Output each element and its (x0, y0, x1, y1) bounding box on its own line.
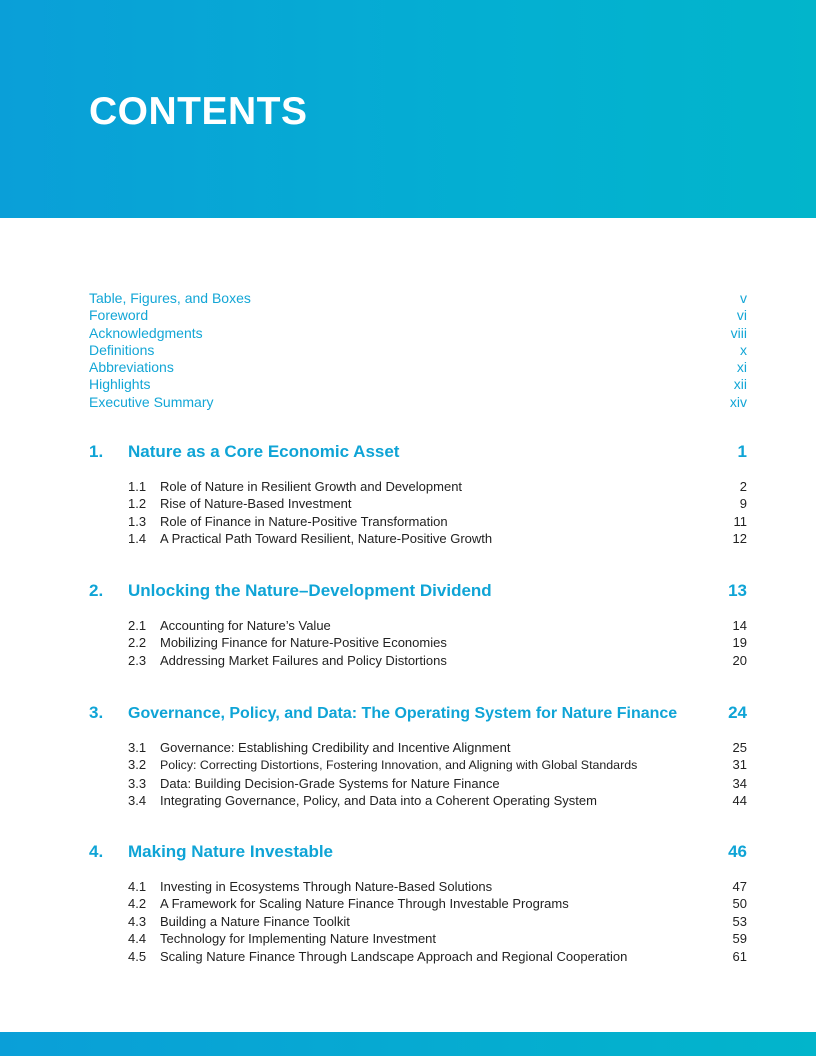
chapter-heading[interactable] (89, 581, 747, 605)
section-page: 9 (739, 496, 747, 512)
toc-entry-label: Table, Figures, and Boxes (89, 290, 251, 306)
section-title: Role of Nature in Resilient Growth and Development (160, 479, 463, 494)
section-entry[interactable] (128, 775, 747, 792)
chapter-page: 46 (728, 842, 747, 861)
section-entry[interactable] (128, 792, 747, 809)
page-title: CONTENTS (89, 90, 308, 133)
section-number: 1.4 (128, 531, 147, 547)
section-page: 47 (732, 879, 747, 894)
section-entry[interactable] (128, 513, 747, 530)
chapter-heading[interactable] (89, 842, 747, 866)
header-banner (0, 0, 816, 218)
section-page: 2 (739, 479, 747, 494)
section-title: Accounting for Nature’s Value (160, 618, 331, 633)
chapter-title: Unlocking the Nature–Development Dividend (128, 581, 492, 600)
chapter-number: 3. (89, 703, 104, 722)
section-entry[interactable] (128, 495, 747, 512)
section-page: 44 (732, 793, 747, 809)
section-page: 20 (732, 652, 747, 668)
toc-entry-label: Definitions (89, 341, 155, 358)
section-list (89, 478, 747, 548)
toc-entry-abbreviations[interactable] (89, 359, 747, 376)
section-title: Integrating Governance, Policy, and Data into a Coherent Operating System (160, 793, 597, 809)
chapter-3 (89, 703, 747, 810)
toc-entry-label: Acknowledgments (89, 324, 203, 341)
section-number: 3.3 (128, 775, 147, 791)
toc-entry-label: Executive Summary (89, 393, 214, 410)
chapter-number: 4. (89, 842, 104, 861)
section-title: Investing in Ecosystems Through Nature-Based Solutions (160, 879, 493, 894)
chapter-number: 2. (89, 581, 104, 600)
toc-entry-label: Highlights (89, 376, 151, 393)
section-number: 1.3 (128, 513, 147, 529)
section-entry[interactable] (128, 634, 747, 651)
section-entry[interactable] (128, 478, 747, 495)
section-title: A Practical Path Toward Resilient, Nature-Positive Growth (160, 531, 493, 547)
section-entry[interactable] (128, 895, 747, 912)
section-page: 14 (732, 618, 747, 633)
section-page: 53 (732, 913, 747, 929)
chapter-number: 1. (89, 442, 104, 461)
front-matter-list (89, 290, 747, 411)
section-entry[interactable] (128, 948, 747, 965)
section-number: 4.3 (128, 913, 147, 929)
section-page: 50 (732, 896, 747, 912)
section-list (89, 739, 747, 810)
chapter-heading[interactable] (89, 442, 747, 466)
section-title: Governance: Establishing Credibility and Incentive Alignment (160, 740, 511, 755)
section-page: 59 (732, 931, 747, 947)
section-entry[interactable] (128, 878, 747, 895)
section-page: 19 (732, 635, 747, 651)
chapter-title: Governance, Policy, and Data: The Operating System for Nature Finance (128, 705, 678, 722)
section-entry[interactable] (128, 756, 747, 774)
section-list (89, 878, 747, 965)
toc-entry-page: vi (736, 307, 747, 324)
chapter-heading[interactable] (89, 703, 747, 727)
toc-entry-page: viii (730, 324, 747, 341)
section-number: 3.2 (128, 757, 147, 773)
section-number: 4.5 (128, 948, 147, 964)
section-number: 2.1 (128, 618, 147, 633)
section-page: 11 (733, 513, 747, 529)
section-entry[interactable] (128, 739, 747, 756)
toc-entry-foreword[interactable] (89, 307, 747, 324)
toc-entry-executive-summary[interactable] (89, 394, 747, 411)
footer-bar (0, 1032, 816, 1056)
section-page: 12 (732, 531, 747, 547)
toc-entry-acknowledgments[interactable] (89, 325, 747, 342)
toc-entry-definitions[interactable] (89, 342, 747, 359)
section-entry[interactable] (128, 930, 747, 947)
section-number: 2.2 (128, 635, 147, 651)
section-title: Rise of Nature-Based Investment (160, 496, 352, 512)
section-title: Addressing Market Failures and Policy Distortions (160, 652, 447, 668)
toc-entry-label: Foreword (89, 307, 149, 324)
section-title: Technology for Implementing Nature Investment (160, 931, 437, 947)
chapter-page: 13 (728, 581, 747, 600)
section-title: Mobilizing Finance for Nature-Positive Economies (160, 635, 447, 651)
toc-entry-page: xi (736, 359, 747, 376)
toc-entry-page: v (740, 290, 747, 306)
chapter-title: Nature as a Core Economic Asset (128, 442, 400, 461)
section-entry[interactable] (128, 617, 747, 634)
section-entry[interactable] (128, 652, 747, 669)
section-number: 1.1 (128, 479, 147, 494)
section-entry[interactable] (128, 530, 747, 547)
chapter-page: 24 (728, 703, 747, 722)
chapter-4 (89, 842, 747, 965)
section-title: Role of Finance in Nature-Positive Transformation (160, 513, 448, 529)
section-number: 4.2 (128, 896, 147, 912)
section-page: 34 (732, 775, 747, 791)
toc-entry-page: xii (733, 376, 747, 393)
section-title: A Framework for Scaling Nature Finance Through Investable Programs (160, 896, 569, 912)
section-number: 4.4 (128, 931, 147, 947)
toc-entry-label: Abbreviations (89, 359, 174, 376)
section-title: Data: Building Decision-Grade Systems for Nature Finance (160, 775, 500, 791)
section-number: 1.2 (128, 496, 147, 512)
section-number: 4.1 (128, 879, 147, 894)
toc-entry-tables-figures-boxes[interactable] (89, 290, 747, 307)
section-page: 61 (732, 948, 747, 964)
chapter-2 (89, 581, 747, 669)
chapter-page: 1 (737, 442, 747, 461)
toc-entry-page: x (740, 341, 747, 358)
chapter-1 (89, 442, 747, 548)
section-entry[interactable] (128, 913, 747, 930)
toc-entry-page: xiv (729, 393, 747, 410)
section-page: 25 (732, 740, 747, 755)
toc-entry-highlights[interactable] (89, 376, 747, 393)
section-title: Policy: Correcting Distortions, Fostering Innovation, and Aligning with Global Standards (160, 758, 638, 773)
section-title: Scaling Nature Finance Through Landscape Approach and Regional Cooperation (160, 948, 628, 964)
section-page: 31 (732, 757, 747, 773)
section-number: 2.3 (128, 652, 147, 668)
section-title: Building a Nature Finance Toolkit (160, 913, 350, 929)
section-list (89, 617, 747, 669)
chapter-title: Making Nature Investable (128, 842, 334, 861)
section-number: 3.4 (128, 793, 147, 809)
section-number: 3.1 (128, 740, 147, 755)
